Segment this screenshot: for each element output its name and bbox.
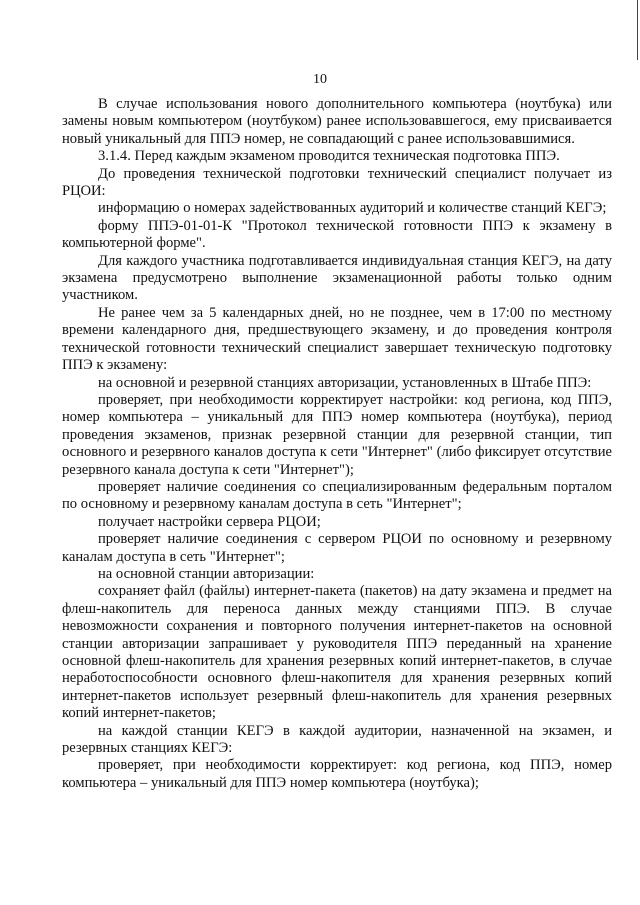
paragraph: сохраняет файл (файлы) интернет-пакета (пакетов) на дату экзамена и предмет на флеш-накопитель для переноса данных между станциями ППЭ. В случае невозможности сохранения и повторного получения интернет-пакетов на основной станции авторизации запрашивает у руководителя ППЭ переданный на хранение основной флеш-накопитель для хранения резервных копий интернет-пакетов, в случае неработоспособности основного флеш-накопителя для хранения резервных копий интернет-пакетов использует резервный флеш-накопитель для хранения резервных копий интернет-пакетов; [62, 583, 612, 722]
paragraph: на основной станции авторизации: [98, 565, 315, 582]
paragraph: Не ранее чем за 5 календарных дней, но не позднее, чем в 17:00 по местному времени календарного дня, предшествующего экзамену, и до проведения контроля технической готовности технический специалист завершает техническую подготовку ППЭ к экзамену: [62, 304, 612, 374]
paragraph: проверяет наличие соединения с сервером РЦОИ по основному и резервному каналам доступа в сеть "Интернет"; [62, 531, 612, 565]
paragraph: форму ППЭ-01-01-К "Протокол технической готовности ППЭ к экзамену в компьютерной форме". [62, 217, 612, 252]
paragraph: проверяет, при необходимости корректирует настройки: код региона, код ППЭ, номер компьютера – уникальный для ППЭ номер компьютера (ноутбука), период проведения экзаменов, признак резервной станции для резервной станции, тип основного и резервного каналов доступа к сети "Интернет" (либо фиксирует отсутствие резервного канала доступа к сети "Интернет"); [62, 391, 612, 478]
paragraph: В случае использования нового дополнительного компьютера (ноутбука) или замены новым компьютером (ноутбуком) ранее использовавшегося, ему присваивается новый уникальный для ППЭ номер, не совпадающий с ранее использовавшимися. [62, 96, 612, 147]
paragraph: проверяет наличие соединения со специализированным федеральным порталом по основному и резервному каналам доступа в сеть "Интернет"; [62, 478, 612, 513]
paragraph: До проведения технической подготовки технический специалист получает из РЦОИ: [62, 165, 612, 200]
paragraph: на каждой станции КЕГЭ в каждой аудитории, назначенной на экзамен, и резервных станциях КЕГЭ: [62, 722, 612, 757]
paragraph: проверяет, при необходимости корректирует: код региона, код ППЭ, номер компьютера – уникальный для ППЭ номер компьютера (ноутбука); [62, 757, 612, 791]
paragraph: на основной и резервной станциях авторизации, установленных в Штабе ППЭ: [98, 374, 592, 391]
paragraph: 3.1.4. Перед каждым экзаменом проводится техническая подготовка ППЭ. [98, 148, 560, 165]
page-number: 10 [313, 72, 327, 87]
paragraph: Для каждого участника подготавливается индивидуальная станция КЕГЭ, на дату экзамена предусмотрено выполнение экзаменационной работы только одним участником. [62, 252, 612, 304]
document-body [62, 96, 612, 792]
scan-edge-mark [637, 0, 638, 60]
paragraph: получает настройки сервера РЦОИ; [98, 513, 321, 530]
paragraph: информацию о номерах задействованных аудиторий и количестве станций КЕГЭ; [98, 200, 607, 217]
